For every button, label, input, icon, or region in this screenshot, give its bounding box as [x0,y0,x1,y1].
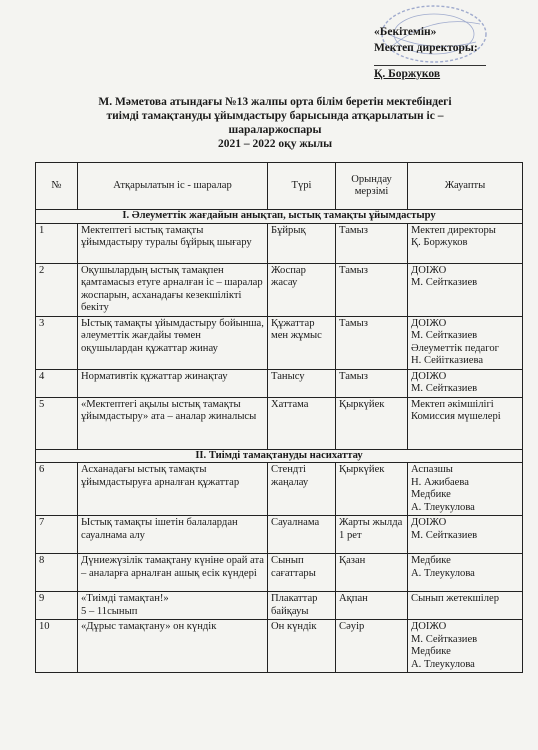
table-row [36,592,523,620]
cell-activity: Ыстық тамақты ұйымдастыру бойынша, әлеуметтік жағдайы төмен оқушылардан құжаттар жинау [78,316,268,369]
title-line-1: М. Мәметова атындағы №13 жалпы орта білім беретін мектебіндегі [98,96,452,108]
cell-number: 2 [36,263,78,316]
approval-name: Қ. Боржуков [374,68,441,80]
cell-deadline: Тамыз [336,316,408,369]
cell-activity: «Тиімді тамақтан!» 5 – 11сынып [78,592,268,620]
cell-responsible: Мектеп директоры Қ. Боржуков [408,223,523,263]
plan-table [35,162,523,673]
cell-type: Құжаттар мен жұмыс [268,316,336,369]
cell-deadline: Тамыз [336,263,408,316]
cell-type: Танысу [268,369,336,397]
cell-number: 10 [36,620,78,673]
table-row [36,463,523,516]
cell-activity: «Дұрыс тамақтану» он күндік [78,620,268,673]
cell-activity: Дүниежүзілік тамақтану күніне орай ата – аналарға арналған ашық есік күндері [78,554,268,592]
document-title [40,95,510,151]
table-header-row [36,163,523,210]
cell-responsible: Аспазшы Н. Ажибаева Медбике А. Тлеукулова [408,463,523,516]
cell-deadline: Тамыз [336,369,408,397]
approval-heading: «Бекітемін» [374,26,437,38]
approval-block [374,24,534,82]
cell-type: Плакаттар байқауы [268,592,336,620]
cell-activity: Ыстық тамақты ішетін балалардан сауалнама алу [78,516,268,554]
cell-number: 7 [36,516,78,554]
cell-number: 3 [36,316,78,369]
title-line-4: 2021 – 2022 оқу жылы [217,138,333,150]
table-row [36,397,523,449]
table-row [36,263,523,316]
title-line-2: тиімді тамақтануды ұйымдастыру барысында атқарылатын іс – [106,110,444,122]
table-row [36,316,523,369]
table-row [36,516,523,554]
cell-type: Сауалнама [268,516,336,554]
cell-activity: Нормативтік құжаттар жинақтау [78,369,268,397]
cell-type: Стендті жаңалау [268,463,336,516]
header-deadline: Орындау мерзімі [336,163,408,210]
cell-number: 5 [36,397,78,449]
cell-deadline: Сәуір [336,620,408,673]
cell-deadline: Жарты жылда 1 рет [336,516,408,554]
header-type: Түрі [268,163,336,210]
table-body [36,210,523,673]
cell-number: 4 [36,369,78,397]
cell-deadline: Қыркүйек [336,463,408,516]
cell-type: Он күндік [268,620,336,673]
cell-number: 9 [36,592,78,620]
cell-number: 1 [36,223,78,263]
section-title: І. Әлеуметтік жағдайын анықтап, ыстық тамақты ұйымдастыру [36,210,523,224]
cell-type: Сынып сағаттары [268,554,336,592]
header-activity: Атқарылатын іс - шаралар [78,163,268,210]
cell-responsible: ДОІЖО М. Сейтказиев [408,263,523,316]
cell-activity: «Мектептегі ақылы ыстық тамақты ұйымдастыру» ата – аналар жиналысы [78,397,268,449]
cell-deadline: Қазан [336,554,408,592]
table-row [36,369,523,397]
header-responsible: Жауапты [408,163,523,210]
title-line-3: шараларжоспары [228,124,322,136]
cell-responsible: ДОІЖО М. Сейтказиев Әлеуметтік педагог Н. Сейіткaзиева [408,316,523,369]
section-row [36,210,523,224]
cell-responsible: Медбике А. Тлеукулова [408,554,523,592]
cell-responsible: Мектеп әкімшілігі Комиссия мүшелері [408,397,523,449]
section-row [36,449,523,463]
signature-line [374,65,486,66]
cell-responsible: ДОІЖО М. Сейтказиев [408,369,523,397]
section-title: ІІ. Тиімді тамақтануды насихаттау [36,449,523,463]
cell-number: 6 [36,463,78,516]
cell-deadline: Қыркүйек [336,397,408,449]
header-number: № [36,163,78,210]
cell-number: 8 [36,554,78,592]
cell-activity: Мектептегі ыстық тамақты ұйымдастыру туралы бұйрық шығару [78,223,268,263]
cell-activity: Оқушылардың ыстық тамақпен қамтамасыз етуге арналған іс – шаралар жоспарын, асханадағы кезекшілікті бекіту [78,263,268,316]
cell-type: Жоспар жасау [268,263,336,316]
cell-responsible: ДОІЖО М. Сейтказиев Медбике А. Тлеукулова [408,620,523,673]
table-row [36,620,523,673]
cell-responsible: ДОІЖО М. Сейтказиев [408,516,523,554]
cell-type: Хаттама [268,397,336,449]
table-row [36,223,523,263]
cell-responsible: Сынып жетекшілер [408,592,523,620]
cell-deadline: Ақпан [336,592,408,620]
approval-position: Мектеп директоры: [374,42,478,54]
cell-type: Бұйрық [268,223,336,263]
table-row [36,554,523,592]
cell-activity: Асханадағы ыстық тамақты ұйымдастыруға арналған құжаттар [78,463,268,516]
cell-deadline: Тамыз [336,223,408,263]
